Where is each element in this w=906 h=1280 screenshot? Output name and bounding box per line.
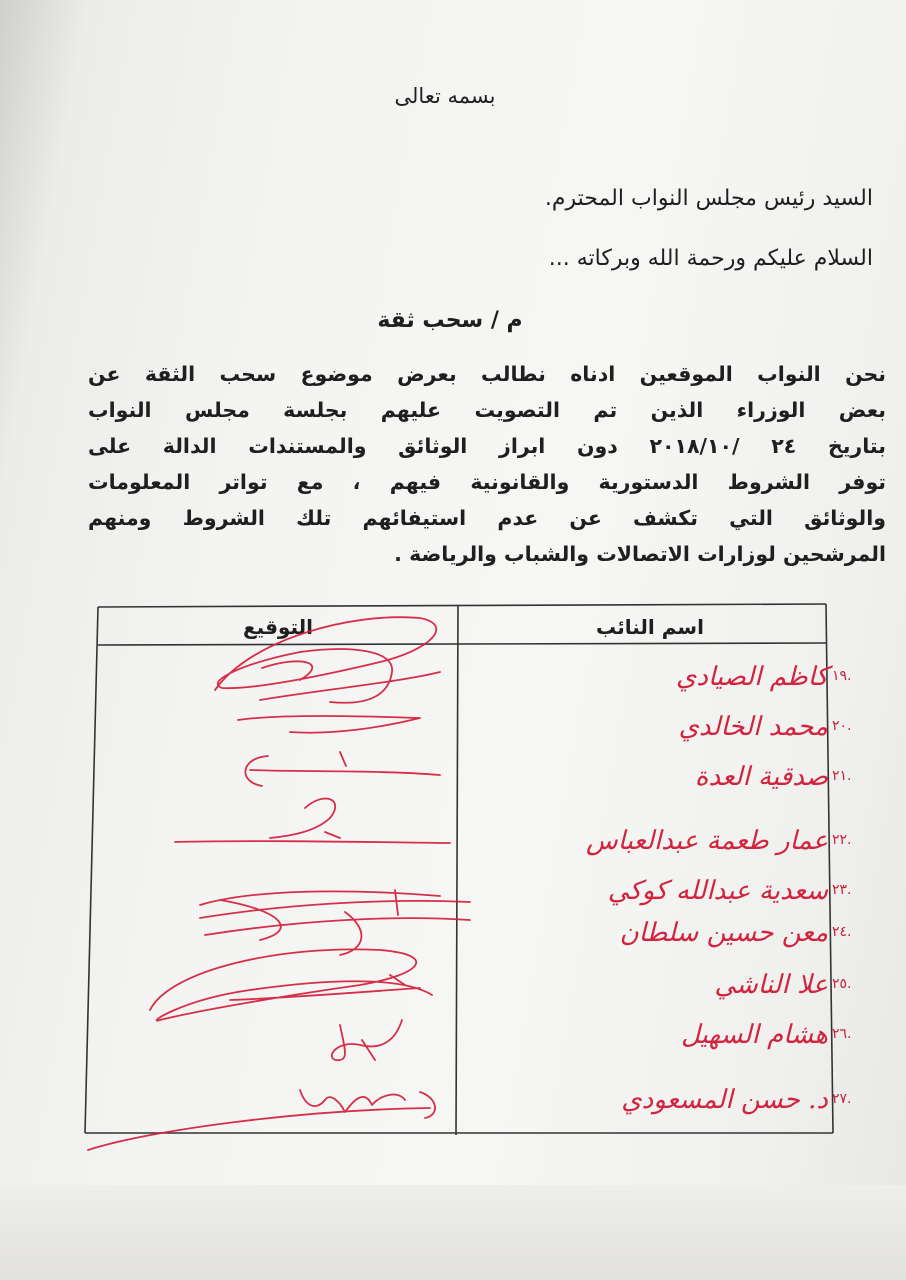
member-name: محمد الخالدي: [678, 712, 828, 742]
member-name: معن حسين سلطان: [619, 918, 828, 948]
addressee-line: السيد رئيس مجلس النواب المحترم.: [544, 186, 873, 211]
subject-line: م / سحب ثقة: [377, 308, 523, 333]
body-line: توفر الشروط الدستورية والقانونية فيهم ، مع تواتر المعلومات: [88, 470, 886, 494]
column-header-name: اسم النائب: [596, 615, 704, 639]
row-number: ٢٦.: [832, 1026, 852, 1042]
row-number: ٢٥.: [832, 976, 852, 992]
member-name: صدقية العدة: [694, 762, 828, 792]
column-header-signature: التوقيع: [243, 615, 313, 639]
signature-23: [150, 949, 432, 1020]
signature-22: [200, 890, 470, 955]
signature-24: [332, 1020, 402, 1060]
member-name: هشام السهيل: [680, 1020, 828, 1050]
member-name: سعدية عبدالله كوكي: [607, 876, 828, 906]
member-name: علا الناشي: [714, 970, 828, 1000]
row-number: ٢٠.: [832, 718, 852, 734]
row-number: ٢٤.: [832, 924, 852, 940]
row-number: ٢١.: [832, 768, 852, 784]
document-heading: بسمه تعالى: [394, 84, 496, 108]
member-name: عمار طعمة عبدالعباس: [586, 826, 828, 856]
member-name: كاظم الصيادي: [676, 662, 828, 692]
row-number: ١٩.: [832, 668, 852, 684]
greeting-line: السلام عليكم ورحمة الله وبركاته ...: [548, 246, 873, 271]
body-line: بعض الوزراء الذين تم التصويت عليهم بجلسة مجلس النواب: [88, 398, 886, 422]
body-line: المرشحين لوزارات الاتصالات والشباب والرياضة .: [394, 542, 886, 566]
signature-21: [175, 799, 450, 843]
row-number: ٢٣.: [832, 882, 852, 898]
body-line: والوثائق التي تكشف عن عدم استيفائهم تلك الشروط ومنهم: [88, 506, 886, 530]
signature-20: [245, 752, 440, 786]
signature-25: [88, 1090, 435, 1150]
body-line: بتاريخ ٢٤ /٢٠١٨/١٠ دون ابراز الوثائق والمستندات الدالة على: [88, 434, 886, 458]
row-number: ٢٢.: [832, 832, 852, 848]
row-number: ٢٧.: [832, 1091, 852, 1107]
signature-19: [215, 617, 440, 703]
member-name: د. حسن المسعودي: [621, 1085, 828, 1115]
body-line: نحن النواب الموقعين ادناه نطالب بعرض موضوع سحب الثقة عن: [88, 362, 886, 386]
